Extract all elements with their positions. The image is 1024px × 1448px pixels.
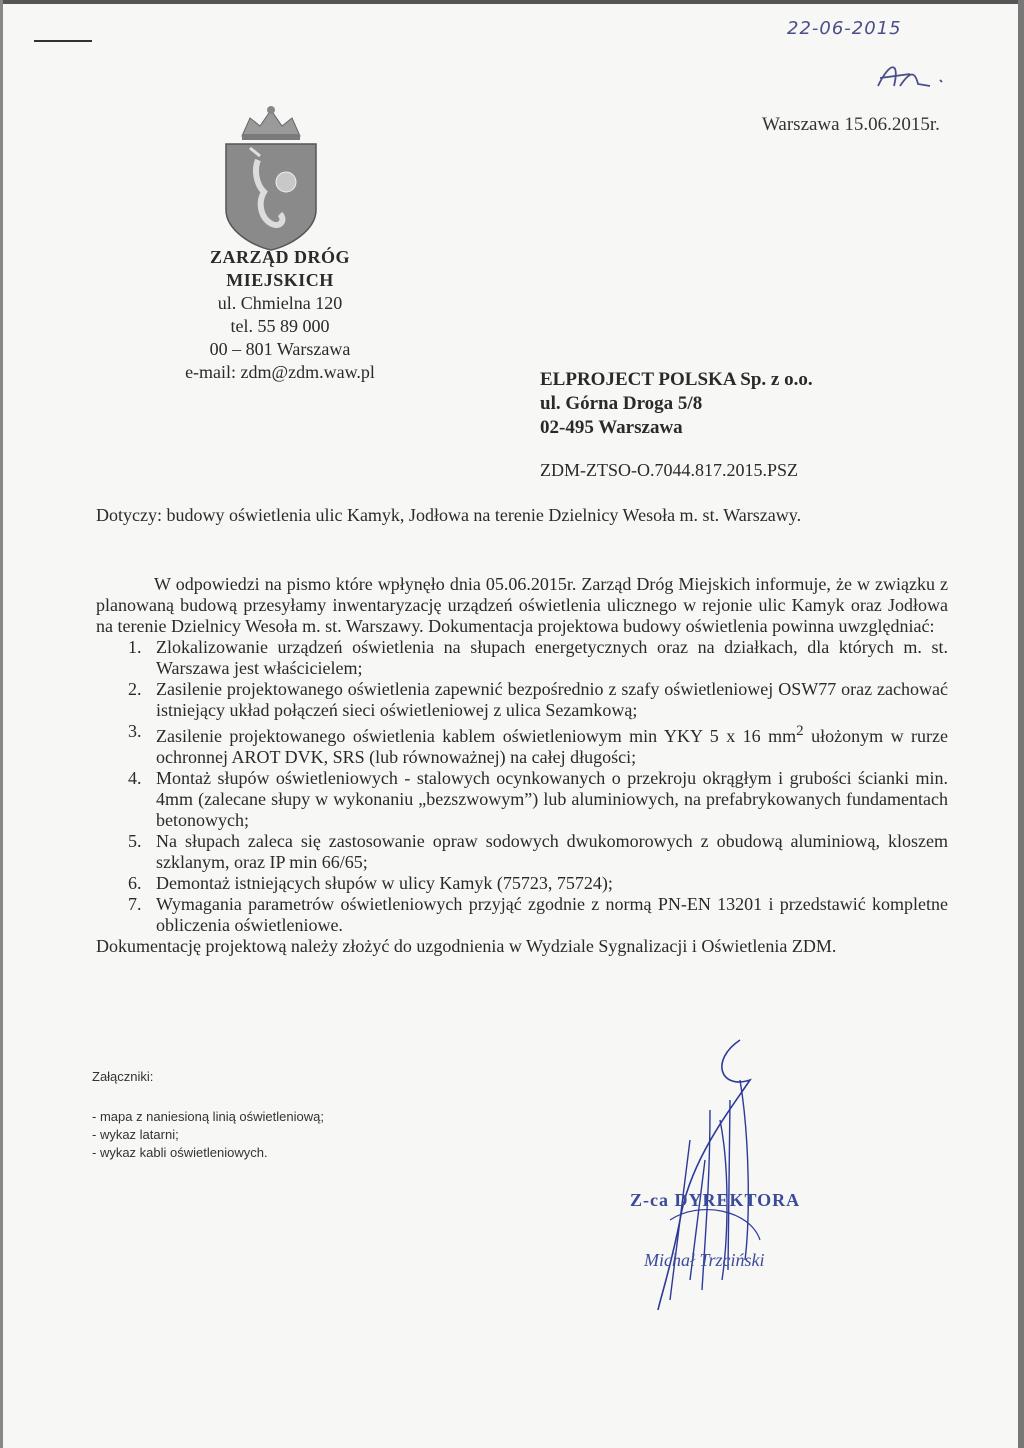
sender-org: ZARZĄD DRÓG MIEJSKICH bbox=[209, 247, 350, 290]
recipient-block bbox=[540, 368, 813, 440]
recipient-street: ul. Górna Droga 5/8 bbox=[540, 393, 703, 414]
sender-block bbox=[160, 246, 400, 384]
attachments-block bbox=[92, 1068, 324, 1162]
signature-stamp bbox=[630, 1190, 830, 1310]
attachments-label: Załączniki: bbox=[92, 1069, 154, 1084]
attachment-item: - wykaz kabli oświetleniowych. bbox=[92, 1145, 268, 1160]
handwritten-date: 22-06-2015 bbox=[787, 18, 902, 39]
subject-line: Dotyczy: budowy oświetlenia ulic Kamyk, Jodłowa na terenie Dzielnicy Wesoła m. st. Warszawy. bbox=[96, 505, 802, 525]
body-intro: W odpowiedzi na pismo które wpłynęło dnia 05.06.2015r. Zarząd Dróg Miejskich informuje, że w związku z planowaną budową przesyłamy inwentaryzację urządzeń oświetlenia ulicznego w rejonie ulic Kamyk oraz Jodłowa na terenie Dzielnicy Wesoła m. st. Warszawy. Dokumentacja projektowa budowy oświetlenia powinna uwzględniać: bbox=[96, 574, 948, 636]
handwritten-initials-icon bbox=[870, 56, 950, 96]
letter-body bbox=[96, 574, 948, 957]
body-closing: Dokumentację projektową należy złożyć do uzgodnienia w Wydziale Sygnalizacji i Oświetlenia ZDM. bbox=[96, 936, 837, 956]
scan-left-edge bbox=[0, 0, 3, 1448]
list-item: 6. Demontaż istniejących słupów w ulicy Kamyk (75723, 75724); bbox=[128, 873, 613, 893]
list-item: 2. Zasilenie projektowanego oświetlenia zapewnić bezpośrednio z szafy oświetleniowej OSW77 oraz zachować istniejący układ połączeń sieci oświetleniowej z ulica Sezamkową; bbox=[128, 679, 948, 720]
list-item: 1. Zlokalizowanie urządzeń oświetlenia na słupach energetycznych oraz na działkach, dla których m. st. Warszawa jest właścicielem; bbox=[128, 637, 948, 678]
recipient-name: ELPROJECT POLSKA Sp. z o.o. bbox=[540, 369, 813, 390]
superscript: 2 bbox=[796, 723, 804, 739]
list-item: 4. Montaż słupów oświetleniowych - stalowych ocynkowanych o przekroju okrągłym i grubości ścianki min. 4mm (zalecane słupy w wykonaniu „bezszwowym”) lub aluminiowych, na prefabrykowanych fundamentach betonowych; bbox=[128, 768, 948, 830]
sender-phone: tel. 55 89 000 bbox=[230, 316, 330, 336]
scan-right-edge bbox=[1018, 0, 1024, 1448]
sender-email: e-mail: zdm@zdm.waw.pl bbox=[185, 362, 375, 382]
scan-mark-line bbox=[34, 40, 92, 42]
list-item: 5. Na słupach zaleca się zastosowanie opraw sodowych dwukomorowych z obudową aluminiową, kloszem szklanym, oraz IP min 66/65; bbox=[128, 831, 948, 872]
sender-street: ul. Chmielna 120 bbox=[217, 293, 343, 313]
list-item: 3. Zasilenie projektowanego oświetlenia kablem oświetleniowym min YKY 5 x 16 $mm^2$ ułożonym w rurze ochronnej AROT DVK, SRS (lub równoważnej) na całej długości; bbox=[128, 721, 948, 767]
sender-postal: 00 – 801 Warszawa bbox=[209, 339, 351, 359]
attachment-item: - mapa z naniesioną linią oświetleniową; bbox=[92, 1109, 324, 1124]
scan-top-edge bbox=[0, 0, 1024, 4]
place-date: Warszawa 15.06.2015r. bbox=[762, 114, 940, 135]
warsaw-crest-icon bbox=[220, 100, 322, 252]
recipient-city: 02-495 Warszawa bbox=[540, 417, 683, 438]
requirements-list bbox=[96, 637, 948, 936]
signatory-role: Z-ca DYREKTORA bbox=[630, 1190, 801, 1210]
list-item: 7. Wymagania parametrów oświetleniowych przyjąć zgodnie z normą PN-EN 13201 i przedstawić kompletne obliczenia oświetleniowe. bbox=[128, 894, 948, 935]
attachment-item: - wykaz latarni; bbox=[92, 1127, 179, 1142]
signatory-name: Michał Trzciński bbox=[644, 1250, 765, 1270]
reference-number: ZDM-ZTSO-O.7044.817.2015.PSZ bbox=[540, 460, 799, 480]
